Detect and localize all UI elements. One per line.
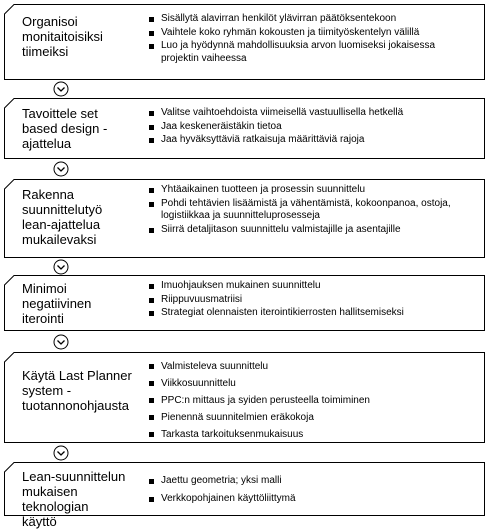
- step-bullet-item: [149, 377, 474, 390]
- bullet-text: Jaa keskeneräistäkin tietoa: [161, 120, 282, 132]
- bullet-square-icon: [149, 284, 154, 289]
- step-bullet-item: [149, 475, 474, 488]
- bullet-text: Siirrä detaljitason suunnittelu valmistajille ja asentajille: [161, 223, 401, 235]
- process-step-3: [4, 179, 485, 258]
- bullet-text: Verkkopohjainen käyttöliittymä: [161, 492, 296, 504]
- bullet-square-icon: [149, 44, 154, 49]
- bullet-text: Luo ja hyödynnä mahdollisuuksia arvon luomiseksi jokaisessa projektin vaiheessa: [161, 40, 436, 64]
- step-title: Lean-suunnittelun mukaisen teknologian käyttö: [22, 469, 126, 529]
- bullet-text: Sisällytä alavirran henkilöt ylävirran päätöksentekoon: [161, 13, 397, 24]
- bullet-text: Valitse vaihtoehdoista viimeisellä vastuullisella hetkellä: [161, 107, 404, 118]
- step-bullet-item: [149, 121, 474, 134]
- step-title: Minimoi negatiivinen iterointi: [22, 281, 92, 326]
- arrow-circle: [54, 82, 68, 96]
- step-bullet-item: [149, 360, 474, 373]
- step-bullet-list: [149, 13, 474, 66]
- down-arrow-icon: [53, 81, 69, 97]
- step-bullet-item: [149, 198, 474, 223]
- down-arrow-graphic: [53, 161, 69, 177]
- down-arrow-graphic: [53, 81, 69, 97]
- bullet-square-icon: [149, 479, 154, 484]
- bullet-text: PPC:n mittaus ja syiden perusteella toimiminen: [161, 395, 370, 406]
- bullet-text: Riippuvuusmatriisi: [161, 293, 243, 305]
- bullet-square-icon: [149, 17, 154, 22]
- step-bullet-item: [149, 428, 474, 441]
- bullet-square-icon: [149, 228, 154, 233]
- step-bullet-list: [149, 184, 474, 237]
- process-step-4: [4, 275, 485, 331]
- bullet-text: Pienennä suunnitelmien eräkokoja: [161, 412, 314, 423]
- bullet-text: Jaa hyväksyttäviä ratkaisuja määrittäviä rajoja: [161, 134, 365, 145]
- step-bullet-item: [149, 493, 474, 506]
- step-bullet-item: [149, 184, 474, 197]
- step-bullet-list: [149, 475, 474, 510]
- arrow-circle: [54, 335, 68, 349]
- bullet-text: Valmisteleva suunnittelu: [161, 361, 269, 372]
- bullet-square-icon: [149, 432, 154, 437]
- step-bullet-item: [149, 411, 474, 424]
- step-title: Tavoittele set based design - ajattelua: [22, 106, 108, 151]
- step-bullet-item: [149, 40, 474, 65]
- bullet-text: Tarkasta tarkoituksenmukaisuus: [161, 429, 304, 440]
- step-bullet-item: [149, 307, 474, 320]
- down-arrow-icon: [53, 259, 69, 275]
- bullet-square-icon: [149, 31, 154, 36]
- step-bullet-item: [149, 13, 474, 26]
- arrow-circle: [54, 162, 68, 176]
- down-arrow-graphic: [53, 259, 69, 275]
- bullet-text: Vaihtele koko ryhmän kokousten ja tiimityöskentelyn välillä: [161, 26, 420, 38]
- bullet-square-icon: [149, 381, 154, 386]
- down-arrow-icon: [53, 445, 69, 461]
- step-bullet-item: [149, 134, 474, 147]
- bullet-square-icon: [149, 138, 154, 143]
- down-arrow-icon: [53, 334, 69, 350]
- step-title: Rakenna suunnittelutyö lean-ajattelua mukailevaksi: [22, 187, 103, 247]
- bullet-square-icon: [149, 125, 154, 130]
- step-bullet-list: [149, 280, 474, 321]
- bullet-square-icon: [149, 188, 154, 193]
- step-bullet-item: [149, 294, 474, 307]
- bullet-text: Imuohjauksen mukainen suunnittelu: [161, 280, 321, 291]
- step-bullet-list: [149, 107, 474, 148]
- down-arrow-graphic: [53, 334, 69, 350]
- process-step-2: [4, 98, 485, 159]
- step-bullet-list: [149, 360, 474, 445]
- step-title: Organisoi monitaitoisiksi tiimeiksi: [22, 14, 103, 59]
- arrow-circle: [54, 260, 68, 274]
- step-title: Käytä Last Planner system - tuotannonohjausta: [22, 368, 132, 413]
- bullet-square-icon: [149, 311, 154, 316]
- process-step-5: [4, 352, 485, 443]
- bullet-text: Yhtäaikainen tuotteen ja prosessin suunnittelu: [161, 184, 366, 195]
- arrow-circle: [54, 446, 68, 460]
- bullet-square-icon: [149, 364, 154, 369]
- bullet-square-icon: [149, 398, 154, 403]
- down-arrow-graphic: [53, 445, 69, 461]
- step-bullet-item: [149, 27, 474, 40]
- bullet-text: Strategiat olennaisten iterointikierrosten hallitsemiseksi: [161, 307, 404, 318]
- bullet-square-icon: [149, 202, 154, 207]
- process-step-1: [4, 4, 485, 80]
- bullet-text: Jaettu geometria; yksi malli: [161, 475, 282, 486]
- bullet-square-icon: [149, 497, 154, 502]
- bullet-square-icon: [149, 415, 154, 420]
- step-bullet-item: [149, 107, 474, 120]
- process-step-6: [4, 462, 485, 529]
- down-arrow-icon: [53, 161, 69, 177]
- bullet-text: Pohdi tehtävien lisäämistä ja vähentämistä, kokoonpanoa, ostoja, logistiikkaa ja suunnitteluprosesseja: [161, 197, 451, 221]
- step-bullet-item: [149, 224, 474, 237]
- bullet-square-icon: [149, 298, 154, 303]
- step-bullet-item: [149, 280, 474, 293]
- step-bullet-item: [149, 394, 474, 407]
- bullet-text: Viikkosuunnittelu: [161, 378, 236, 389]
- bullet-square-icon: [149, 111, 154, 116]
